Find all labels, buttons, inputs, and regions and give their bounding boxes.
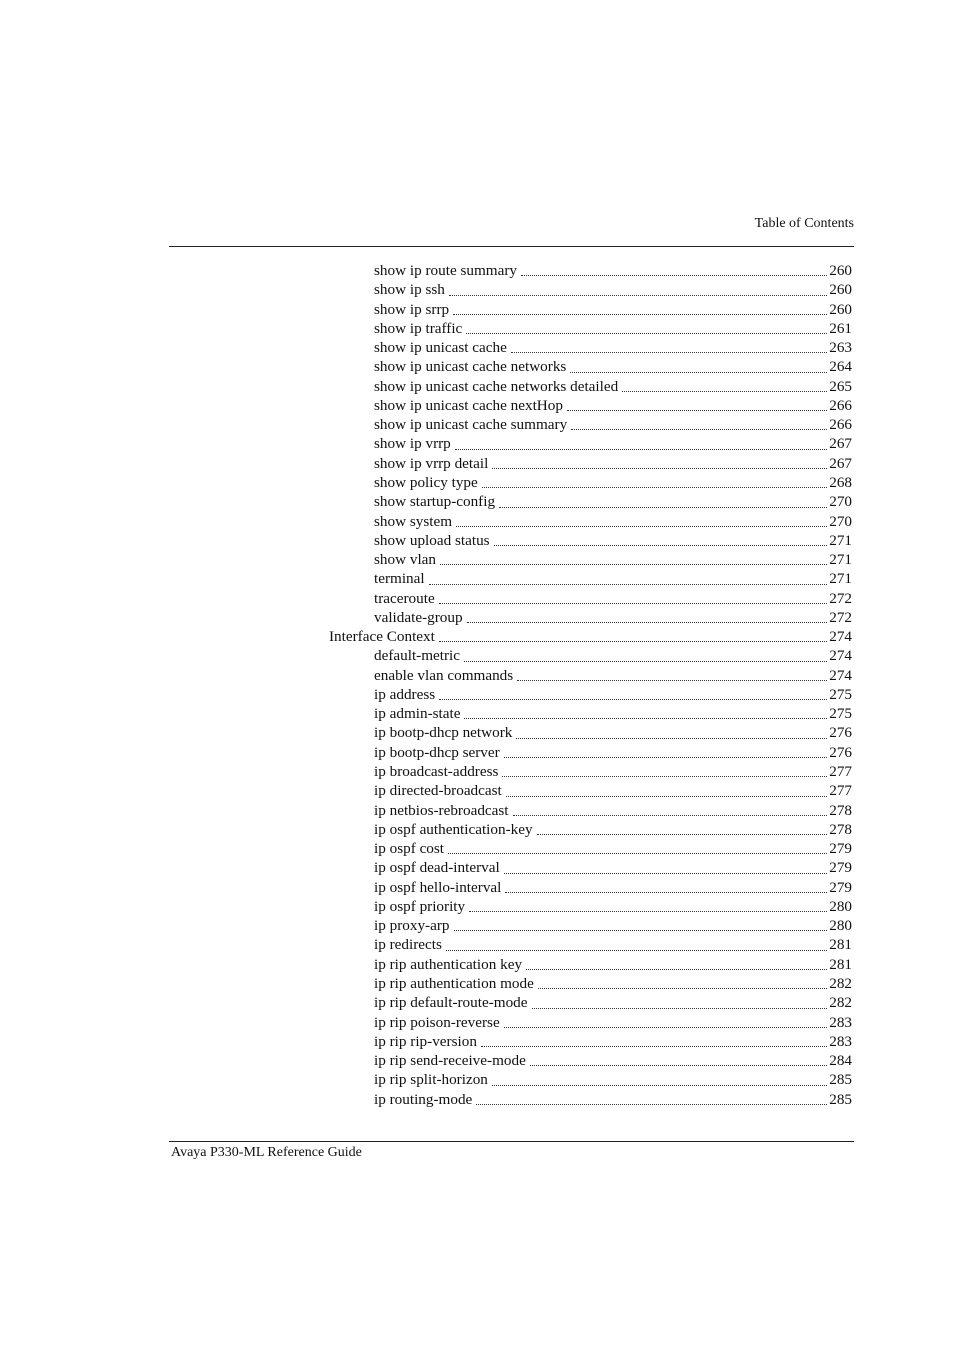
toc-entry-label: ip admin-state [374, 705, 461, 723]
toc-entry-label: ip rip authentication mode [374, 974, 534, 992]
toc-entry-label: ip broadcast-address [374, 763, 499, 781]
toc-page-number: 270 [829, 493, 852, 511]
toc-entry[interactable] [374, 1070, 852, 1089]
toc-dot-leader [449, 295, 827, 296]
toc-page-number: 281 [829, 955, 852, 973]
toc-page-number: 276 [829, 724, 852, 742]
toc-page-number: 268 [829, 473, 852, 491]
toc-entry-label: ip ospf hello-interval [374, 878, 502, 896]
toc-page-number: 271 [829, 551, 852, 569]
toc-page-number: 280 [829, 897, 852, 915]
toc-entry[interactable] [374, 589, 852, 608]
toc-entry[interactable] [374, 608, 852, 627]
toc-entry-label: ip bootp-dhcp server [374, 743, 500, 761]
toc-entry[interactable] [374, 685, 852, 704]
toc-entry[interactable] [374, 550, 852, 569]
toc-entry[interactable] [374, 666, 852, 685]
toc-entry-label: ip redirects [374, 936, 442, 954]
toc-page-number: 267 [829, 454, 852, 472]
toc-entry[interactable] [374, 916, 852, 935]
toc-dot-leader [439, 641, 827, 642]
toc-dot-leader [492, 1085, 827, 1086]
toc-dot-leader [622, 391, 827, 392]
toc-page-number: 260 [829, 300, 852, 318]
toc-page-number: 270 [829, 512, 852, 530]
toc-entry[interactable] [374, 993, 852, 1012]
toc-dot-leader [454, 930, 828, 931]
toc-dot-leader [571, 429, 827, 430]
toc-page-number: 275 [829, 685, 852, 703]
toc-dot-leader [453, 314, 827, 315]
toc-entry[interactable] [374, 1032, 852, 1051]
toc-dot-leader [504, 1027, 828, 1028]
toc-entry-label: show ip route summary [374, 262, 517, 279]
toc-entry-label: show vlan [374, 551, 437, 569]
toc-entry-label: show ip vrrp [374, 435, 451, 453]
toc-entry[interactable] [374, 955, 852, 974]
toc-dot-leader [537, 834, 828, 835]
toc-entry-label: ip routing-mode [374, 1090, 473, 1108]
toc-entry-label: ip bootp-dhcp network [374, 724, 513, 742]
toc-entry[interactable] [374, 415, 852, 434]
toc-entry-label: ip rip send-receive-mode [374, 1052, 526, 1070]
toc-dot-leader [504, 757, 828, 758]
toc-page-number: 277 [829, 763, 852, 781]
toc-entry[interactable] [374, 646, 852, 665]
toc-entry[interactable] [374, 434, 852, 453]
toc-dot-leader [439, 699, 827, 700]
toc-page-number: 260 [829, 262, 852, 279]
toc-page-number: 275 [829, 705, 852, 723]
toc-dot-leader [439, 603, 828, 604]
toc-dot-leader [504, 873, 828, 874]
toc-page-number: 261 [829, 319, 852, 337]
toc-dot-leader [567, 410, 827, 411]
toc-entry-label: show upload status [374, 531, 490, 549]
toc-entry[interactable] [374, 781, 852, 800]
toc-page-number: 276 [829, 743, 852, 761]
toc-entry[interactable] [374, 762, 852, 781]
toc-dot-leader [521, 275, 827, 276]
toc-section-entry[interactable] [329, 627, 852, 646]
toc-entry-label: show ip unicast cache networks detailed [374, 377, 619, 395]
toc-entry[interactable] [374, 897, 852, 916]
toc-entry[interactable] [374, 723, 852, 742]
toc-entry-label: ip ospf dead-interval [374, 859, 500, 877]
toc-page-number: 285 [829, 1090, 852, 1108]
toc-entry[interactable] [374, 569, 852, 588]
toc-dot-leader [532, 1008, 828, 1009]
toc-page-number: 278 [829, 801, 852, 819]
toc-dot-leader [481, 1046, 827, 1047]
toc-page-number: 279 [829, 859, 852, 877]
toc-page-number: 266 [829, 396, 852, 414]
toc-entry[interactable] [374, 839, 852, 858]
toc-entry[interactable] [374, 858, 852, 877]
running-footer-title: Avaya P330-ML Reference Guide [171, 1145, 362, 1160]
toc-page-number: 274 [829, 647, 852, 665]
toc-entry-label: ip rip poison-reverse [374, 1013, 500, 1031]
toc-page-number: 263 [829, 339, 852, 357]
toc-dot-leader [469, 911, 827, 912]
toc-page-number: 267 [829, 435, 852, 453]
toc-dot-leader [476, 1104, 827, 1105]
toc-entry-label: show ip traffic [374, 319, 463, 337]
toc-entry[interactable] [374, 512, 852, 531]
toc-entry-label: enable vlan commands [374, 666, 514, 684]
toc-entry[interactable] [374, 319, 852, 338]
toc-dot-leader [429, 584, 828, 585]
toc-entry-label: ip rip authentication key [374, 955, 523, 973]
toc-entry[interactable] [374, 820, 852, 839]
toc-entry-label: terminal [374, 570, 425, 588]
toc-dot-leader [538, 988, 827, 989]
toc-dot-leader [511, 352, 827, 353]
toc-page-number: 281 [829, 936, 852, 954]
footer-rule [169, 1141, 854, 1142]
toc-entry-label: ip ospf authentication-key [374, 820, 533, 838]
toc-entry-label: validate-group [374, 608, 463, 626]
toc-entry[interactable] [374, 878, 852, 897]
toc-entry-label: show ip unicast cache networks [374, 358, 567, 376]
toc-entry-label: show ip vrrp detail [374, 454, 489, 472]
toc-dot-leader [464, 661, 827, 662]
toc-entry-label: show ip srrp [374, 300, 450, 318]
toc-entry[interactable] [374, 801, 852, 820]
toc-dot-leader [446, 950, 827, 951]
toc-entry[interactable] [374, 454, 852, 473]
toc-entry[interactable] [374, 261, 852, 280]
toc-dot-leader [467, 622, 828, 623]
toc-entry[interactable] [374, 1090, 852, 1109]
toc-dot-leader [440, 564, 827, 565]
toc-entry-label: show ip unicast cache nextHop [374, 396, 563, 414]
toc-entry-label: ip proxy-arp [374, 917, 450, 935]
toc-entry[interactable] [374, 935, 852, 954]
toc-entry[interactable] [374, 492, 852, 511]
toc-entry-label: Interface Context [329, 628, 435, 646]
toc-entry-label: ip netbios-rebroadcast [374, 801, 509, 819]
toc-page-number: 283 [829, 1032, 852, 1050]
toc-entry[interactable] [374, 531, 852, 550]
toc-page-number: 278 [829, 820, 852, 838]
toc-page-number: 285 [829, 1071, 852, 1089]
toc-entry-label: show system [374, 512, 453, 530]
toc-dot-leader [570, 372, 827, 373]
toc-entry[interactable] [374, 1013, 852, 1032]
toc-entry-label: ip rip rip-version [374, 1032, 477, 1050]
toc-entry-label: ip ospf cost [374, 840, 445, 858]
toc-entry-label: ip address [374, 685, 436, 703]
toc-dot-leader [456, 526, 827, 527]
toc-page-number: 260 [829, 281, 852, 299]
toc-page-number: 282 [829, 994, 852, 1012]
toc-entry[interactable] [374, 377, 852, 396]
toc-entry-label: show ip unicast cache [374, 339, 507, 357]
toc-page-number: 279 [829, 840, 852, 858]
toc-entry[interactable] [374, 396, 852, 415]
toc-dot-leader [517, 680, 827, 681]
toc-page-number: 280 [829, 917, 852, 935]
toc-dot-leader [455, 449, 827, 450]
toc-page-number: 284 [829, 1052, 852, 1070]
toc-page-number: 272 [829, 608, 852, 626]
toc-entry-label: ip directed-broadcast [374, 782, 502, 800]
toc-dot-leader [530, 1065, 827, 1066]
toc-dot-leader [506, 796, 827, 797]
toc-entry-label: show ip unicast cache summary [374, 416, 568, 434]
toc-entry[interactable] [374, 704, 852, 723]
toc-entry[interactable] [374, 473, 852, 492]
toc-entry[interactable] [374, 974, 852, 993]
toc-entry-label: ip ospf priority [374, 897, 466, 915]
toc-dot-leader [448, 853, 827, 854]
toc-entry[interactable] [374, 338, 852, 357]
toc-page-number: 264 [829, 358, 852, 376]
toc-dot-leader [505, 892, 827, 893]
toc-page-number: 277 [829, 782, 852, 800]
toc-entry[interactable] [374, 357, 852, 376]
toc-dot-leader [502, 776, 827, 777]
toc-entry-label: traceroute [374, 589, 435, 607]
header-rule [169, 246, 854, 247]
toc-page-number: 271 [829, 531, 852, 549]
toc-dot-leader [492, 468, 827, 469]
toc-entry-label: show policy type [374, 473, 478, 491]
running-header-title: Table of Contents [754, 216, 854, 231]
toc-dot-leader [516, 738, 827, 739]
toc-entry-label: default-metric [374, 647, 461, 665]
toc-entry[interactable] [374, 300, 852, 319]
toc-page-number: 266 [829, 416, 852, 434]
toc-page-number: 272 [829, 589, 852, 607]
toc-page-number: 274 [829, 666, 852, 684]
toc-page-number: 283 [829, 1013, 852, 1031]
toc-dot-leader [464, 718, 827, 719]
toc-page-number: 282 [829, 974, 852, 992]
toc-entry[interactable] [374, 280, 852, 299]
toc-dot-leader [494, 545, 828, 546]
toc-dot-leader [526, 969, 827, 970]
toc-entry-label: show startup-config [374, 493, 496, 511]
toc-page-number: 279 [829, 878, 852, 896]
toc-entry[interactable] [374, 1051, 852, 1070]
toc-entry-label: ip rip split-horizon [374, 1071, 488, 1089]
toc-dot-leader [466, 333, 827, 334]
toc-page-number: 271 [829, 570, 852, 588]
toc-entry-label: ip rip default-route-mode [374, 994, 528, 1012]
toc-entry[interactable] [374, 743, 852, 762]
toc-dot-leader [499, 507, 827, 508]
toc-page-number: 265 [829, 377, 852, 395]
toc-dot-leader [513, 815, 828, 816]
toc-page-number: 274 [829, 628, 852, 646]
toc-entry-label: show ip ssh [374, 281, 445, 299]
toc-dot-leader [482, 487, 827, 488]
